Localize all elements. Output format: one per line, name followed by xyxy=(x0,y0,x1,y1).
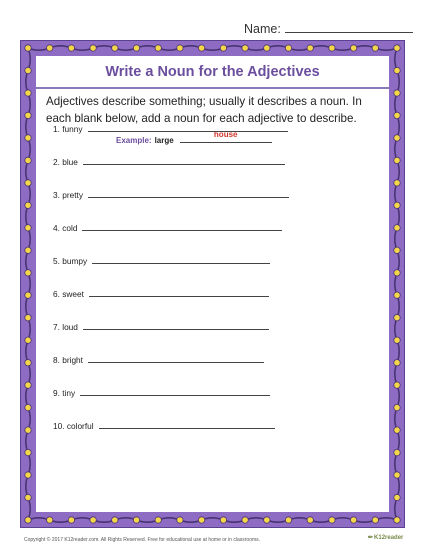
list-item xyxy=(53,421,275,431)
border-dot xyxy=(242,45,248,51)
border-dot xyxy=(264,517,270,523)
border-dot xyxy=(285,45,291,51)
border-dot xyxy=(25,404,31,410)
border-dot xyxy=(112,517,118,523)
border-dot xyxy=(25,270,31,276)
worksheet-title: Write a Noun for the Adjectives xyxy=(105,64,320,80)
border-dot xyxy=(394,427,400,433)
list-item xyxy=(53,124,288,134)
list-item xyxy=(53,355,264,365)
border-dot xyxy=(394,360,400,366)
item-label: 3. pretty xyxy=(53,190,83,200)
item-label: 10. colorful xyxy=(53,421,94,431)
title-divider xyxy=(36,87,389,89)
answer-blank[interactable] xyxy=(88,124,288,132)
border-dot xyxy=(25,90,31,96)
border-dot xyxy=(394,225,400,231)
border-dot xyxy=(394,292,400,298)
border-dot xyxy=(155,517,161,523)
border-dot xyxy=(394,247,400,253)
example-blank xyxy=(180,130,272,143)
border-dot xyxy=(25,67,31,73)
item-label: 5. bumpy xyxy=(53,256,88,266)
border-dot xyxy=(394,45,400,51)
border-dot xyxy=(112,45,118,51)
border-dot xyxy=(307,517,313,523)
item-label: 6. sweet xyxy=(53,289,84,299)
border-dot xyxy=(394,67,400,73)
border-dot xyxy=(47,45,53,51)
logo-text: K12reader xyxy=(374,535,404,541)
border-dot xyxy=(47,517,53,523)
border-dot xyxy=(25,360,31,366)
example-label: Example: xyxy=(116,136,152,145)
border-dot xyxy=(25,247,31,253)
border-dot xyxy=(155,45,161,51)
example-row xyxy=(116,130,272,145)
list-item xyxy=(53,256,270,266)
list-item xyxy=(53,223,282,233)
border-dot xyxy=(242,517,248,523)
border-dot xyxy=(133,45,139,51)
border-dot xyxy=(198,45,204,51)
border-dot xyxy=(350,45,356,51)
border-dot xyxy=(394,202,400,208)
border-dot xyxy=(25,225,31,231)
instructions-text: Adjectives describe something; usually it describes a noun. In each blank below, add a noun for each adjective to describe. xyxy=(46,95,362,125)
list-item xyxy=(53,388,270,398)
item-label: 7. loud xyxy=(53,322,78,332)
border-dot xyxy=(25,157,31,163)
border-dot xyxy=(25,427,31,433)
border-dot xyxy=(25,292,31,298)
border-dot xyxy=(394,180,400,186)
list-item xyxy=(53,289,269,299)
list-item xyxy=(53,157,285,167)
border-dot xyxy=(25,180,31,186)
border-dot xyxy=(394,315,400,321)
answer-blank[interactable] xyxy=(82,223,282,231)
border-dot xyxy=(25,202,31,208)
border-dot xyxy=(350,517,356,523)
item-label: 9. tiny xyxy=(53,388,76,398)
border-dot xyxy=(220,45,226,51)
border-dot xyxy=(90,45,96,51)
example-adjective: large xyxy=(154,136,174,145)
border-dot xyxy=(90,517,96,523)
border-dot xyxy=(285,517,291,523)
example-answer: house xyxy=(213,130,238,139)
answer-blank[interactable] xyxy=(99,421,275,429)
border-dot xyxy=(198,517,204,523)
item-label: 4. cold xyxy=(53,223,78,233)
border-dot xyxy=(25,449,31,455)
border-dot xyxy=(329,45,335,51)
border-dot xyxy=(307,45,313,51)
border-dot xyxy=(25,494,31,500)
border-dot xyxy=(394,404,400,410)
border-dot xyxy=(394,337,400,343)
border-dot xyxy=(25,382,31,388)
border-dot xyxy=(394,112,400,118)
item-label: 8. bright xyxy=(53,355,83,365)
border-dot xyxy=(177,517,183,523)
answer-blank[interactable] xyxy=(89,289,269,297)
border-dot xyxy=(68,45,74,51)
name-field[interactable] xyxy=(244,22,413,36)
item-label: 1. funny xyxy=(53,124,83,134)
list-item xyxy=(53,190,289,200)
border-dot xyxy=(394,494,400,500)
item-label: 2. blue xyxy=(53,157,78,167)
answer-blank[interactable] xyxy=(80,388,270,396)
border-dot xyxy=(394,90,400,96)
answer-blank[interactable] xyxy=(92,256,270,264)
border-dot xyxy=(394,135,400,141)
list-item xyxy=(53,322,269,332)
border-dot xyxy=(329,517,335,523)
border-dot xyxy=(25,517,31,523)
name-label: Name: xyxy=(244,22,281,36)
border-dot xyxy=(220,517,226,523)
border-dot xyxy=(394,157,400,163)
border-dot xyxy=(25,315,31,321)
border-dot xyxy=(394,382,400,388)
border-dot xyxy=(25,45,31,51)
answer-blank[interactable] xyxy=(88,190,289,198)
copyright-footer: Copyright © 2017 K12reader.com. All Rights Reserved. Free for educational use at home or in classrooms. xyxy=(24,537,261,543)
border-dot xyxy=(25,135,31,141)
border-dot xyxy=(25,472,31,478)
publisher-logo xyxy=(368,534,403,541)
border-dot xyxy=(394,517,400,523)
border-dot xyxy=(394,472,400,478)
border-dot xyxy=(25,112,31,118)
name-blank[interactable] xyxy=(285,22,413,33)
border-dot xyxy=(264,45,270,51)
border-dot xyxy=(68,517,74,523)
border-dot xyxy=(177,45,183,51)
logo-icon: ✏ xyxy=(368,535,374,541)
border-dot xyxy=(25,337,31,343)
answer-blank[interactable] xyxy=(83,157,285,165)
answer-blank[interactable] xyxy=(83,322,269,330)
answer-blank[interactable] xyxy=(88,355,264,363)
border-dot xyxy=(394,449,400,455)
border-dot xyxy=(133,517,139,523)
border-dot xyxy=(394,270,400,276)
border-dot xyxy=(372,45,378,51)
border-dot xyxy=(372,517,378,523)
